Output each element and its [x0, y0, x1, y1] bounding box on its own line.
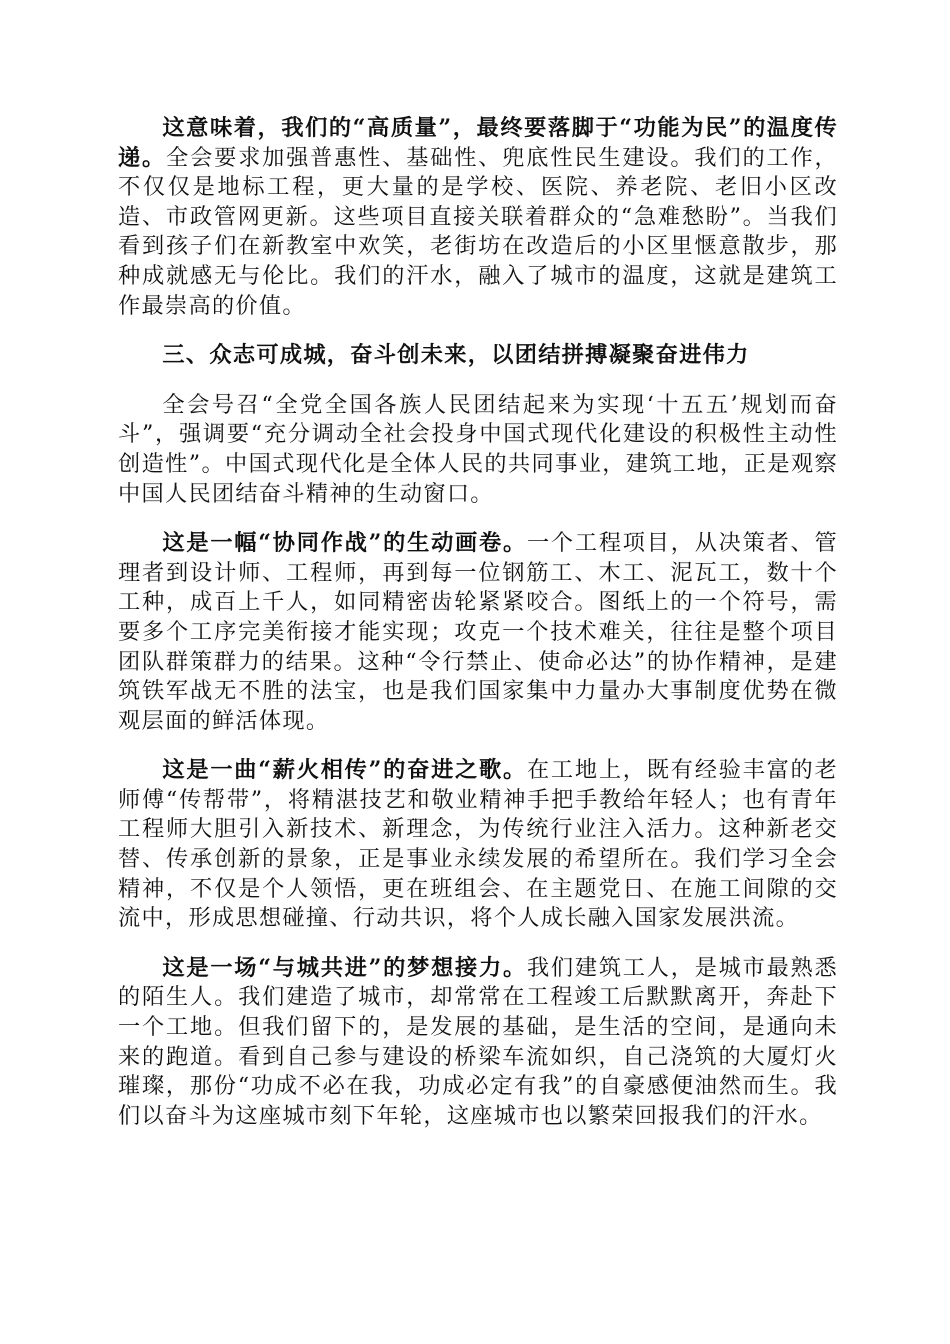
- paragraph-body: 在工地上，既有经验丰富的老师傅“传帮带”，将精湛技艺和敬业精神手把手教给年轻人；也有青年工程师大胆引入新技术、新理念，为传统行业注入活力。这种新老交替、传承创新的景象，正是事业永续发展的希望所在。我们学习全会精神，不仅是个人领悟，更在班组会、在主题党日、在施工间隙的交流中，形成思想碰撞、行动共识，将个人成长融入国家发展洪流。: [118, 757, 838, 932]
- paragraph-body: 我们建筑工人，是城市最熟悉的陌生人。我们建造了城市，却常常在工程竣工后默默离开，奔赴下一个工地。但我们留下的，是发展的基础，是生活的空间，是通向未来的跑道。看到自己参与建设的桥梁车流如织，自己浇筑的大厦灯火璀璨，那份“功成不必在我，功成必定有我”的自豪感便油然而生。我们以奋斗为这座城市刻下年轮，这座城市也以繁荣回报我们的汗水。: [118, 954, 838, 1129]
- paragraph-coordinated-operation: [118, 529, 838, 736]
- paragraph-passing-torch: [118, 756, 838, 934]
- section-heading: 三、众志可成城，奋斗创未来，以团结拼搏凝聚奋进伟力: [162, 342, 750, 369]
- paragraph-dream-relay: [118, 954, 838, 1132]
- paragraph-plenary-call: [118, 391, 838, 509]
- document-page: [118, 114, 838, 1131]
- paragraph-body: 全会要求加强普惠性、基础性、兜底性民生建设。我们的工作，不仅仅是地标工程，更大量的是学校、医院、养老院、老旧小区改造、市政管网更新。这些项目直接关联着群众的“急难愁盼”。当我们看到孩子们在新教室中欢笑，老街坊在改造后的小区里惬意散步，那种成就感无与伦比。我们的汗水，融入了城市的温度，这就是建筑工作最崇高的价值。: [118, 144, 838, 319]
- paragraph-body: 一个工程项目，从决策者、管理者到设计师、工程师，再到每一位钢筋工、木工、泥瓦工，数十个工种，成百上千人，如同精密齿轮紧紧咬合。图纸上的一个符号，需要多个工序完美衔接才能实现；攻克一个技术难关，往往是整个项目团队群策群力的结果。这种“令行禁止、使命必达”的协作精神，是建筑铁军战无不胜的法宝，也是我们国家集中力量办大事制度优势在微观层面的鲜活体现。: [118, 530, 838, 734]
- paragraph-body: 全会号召“全党全国各族人民团结起来为实现‘十五五’规划而奋斗”，强调要“充分调动全社会投身中国式现代化建设的积极性主动性创造性”。中国式现代化是全体人民的共同事业，建筑工地，正是观察中国人民团结奋斗精神的生动窗口。: [118, 391, 838, 507]
- paragraph-function-for-people: [118, 114, 838, 321]
- paragraph-lead: 这是一曲“薪火相传”的奋进之歌。: [162, 757, 527, 784]
- paragraph-lead: 这意味着，我们的“高质量”，最终要落脚于“功能为民”的温度传递。: [118, 115, 838, 171]
- paragraph-lead: 这是一场“与城共进”的梦想接力。: [162, 954, 527, 981]
- paragraph-lead: 这是一幅“协同作战”的生动画卷。: [162, 530, 527, 557]
